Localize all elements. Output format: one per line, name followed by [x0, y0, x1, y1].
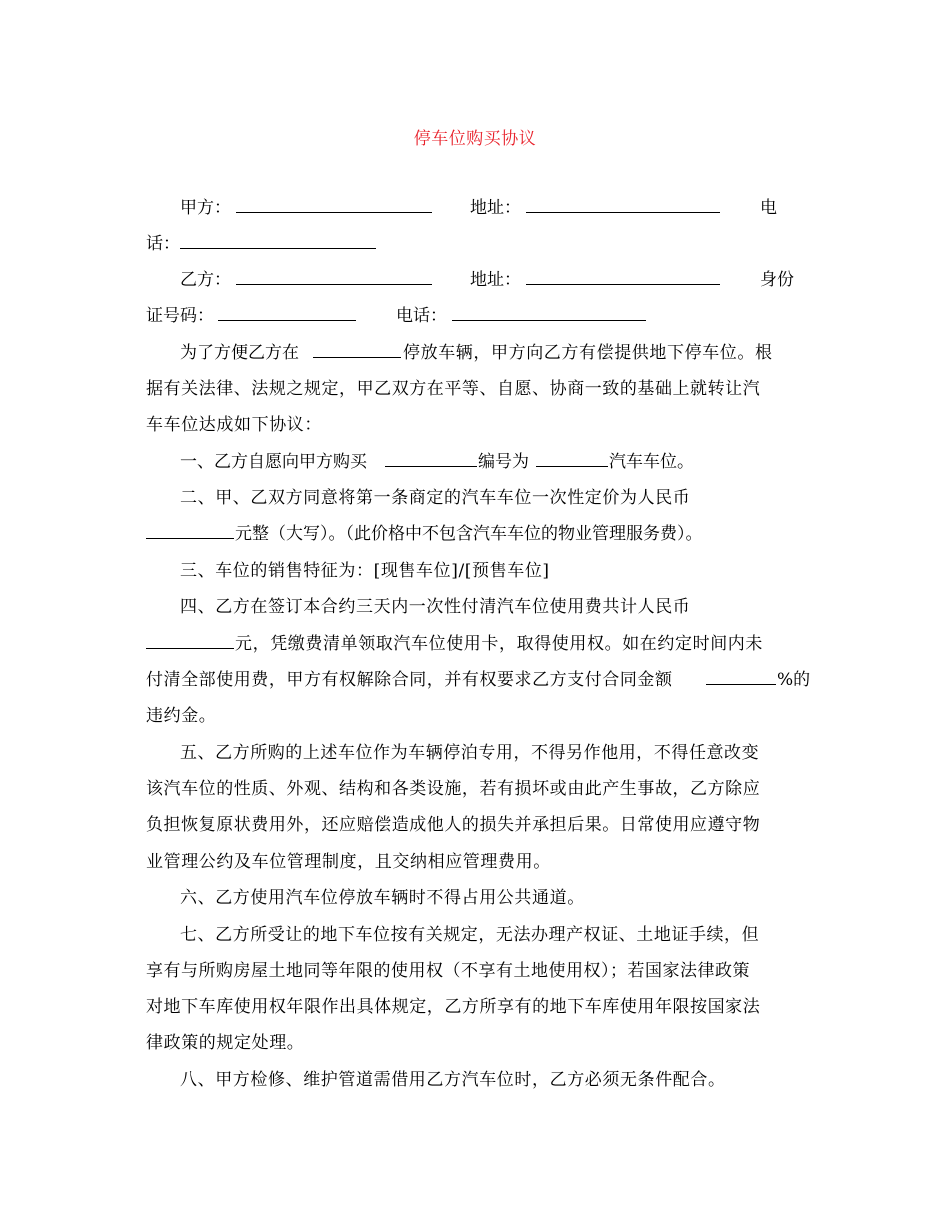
clause4-line3-b: %的: [777, 670, 811, 690]
party-b-id-label-1: 身份: [760, 270, 794, 290]
clause1-part-a: 一、乙方自愿向甲方购买: [180, 452, 367, 472]
party-b-address-label: 地址：: [470, 270, 521, 290]
clause1-part-c: 汽车车位。: [609, 452, 694, 472]
clause3-line1: 三、车位的销售特征为：[现售车位]/[预售车位]: [180, 561, 550, 581]
clause5-line3: 负担恢复原状费用外，还应赔偿造成他人的损失并承担后果。日常使用应遵守物: [146, 815, 761, 835]
clause7-line2: 享有与所购房屋土地同等年限的使用权（不享有土地使用权）；若国家法律政策: [146, 961, 750, 981]
clause2-price-blank: [146, 522, 234, 539]
intro-line1-b: 停放车辆，甲方向乙方有偿提供地下停车位。根: [403, 343, 773, 363]
clause1-location-blank: [385, 450, 477, 467]
clause4-fee-blank: [146, 632, 234, 649]
clause6-line1: 六、乙方使用汽车位停放车辆时不得占用公共通道。: [180, 888, 585, 908]
clause5-line2: 该汽车位的性质、外观、结构和各类设施，若有损坏或由此产生事故，乙方除应: [146, 779, 761, 799]
party-a-address-label: 地址：: [470, 198, 521, 218]
clause2-line1: 二、甲、乙双方同意将第一条商定的汽车车位一次性定价为人民币: [180, 488, 691, 508]
clause4-line3-a: 付清全部使用费，甲方有权解除合同，并有权要求乙方支付合同金额: [146, 670, 673, 690]
clause1-number-blank: [536, 450, 608, 467]
party-b-id-label-2: 证号码：: [146, 306, 214, 326]
clause4-line4: 违约金。: [146, 706, 217, 726]
party-b-name-blank: [236, 268, 432, 285]
party-b-label: 乙方：: [180, 270, 231, 290]
clause7-line3: 对地下车库使用权年限作出具体规定，乙方所享有的地下车库使用年限按国家法: [146, 997, 761, 1017]
clause4-line2: 元，凭缴费清单领取汽车位使用卡，取得使用权。如在约定时间内未: [235, 634, 763, 654]
document-title: 停车位购买协议: [413, 129, 537, 149]
clause8-line1: 八、甲方检修、维护管道需借用乙方汽车位时，乙方必须无条件配合。: [180, 1070, 726, 1090]
clause2-line2: 元整（大写）。（此价格中不包含汽车车位的物业管理服务费）。: [235, 524, 703, 544]
party-a-phone-blank: [180, 232, 376, 249]
clause1-part-b: 编号为: [478, 452, 529, 472]
party-b-address-blank: [526, 268, 720, 285]
party-b-phone-blank: [452, 304, 646, 321]
party-a-phone-label-1: 电: [760, 198, 777, 218]
party-a-phone-label-2: 话：: [146, 234, 180, 254]
clause5-line4: 业管理公约及车位管理制度，且交纳相应管理费用。: [146, 852, 551, 872]
clause7-line4: 律政策的规定处理。: [146, 1033, 305, 1053]
clause5-line1: 五、乙方所购的上述车位作为车辆停泊专用，不得另作他用，不得任意改变: [180, 743, 760, 763]
party-a-address-blank: [526, 196, 720, 213]
intro-location-blank: [313, 341, 401, 358]
clause4-line1: 四、乙方在签订本合约三天内一次性付清汽车位使用费共计人民币: [180, 597, 691, 617]
party-b-phone-label: 电话：: [396, 306, 447, 326]
party-b-id-blank: [218, 304, 356, 321]
intro-line1-a: 为了方便乙方在: [180, 343, 299, 363]
party-a-label: 甲方：: [180, 198, 231, 218]
intro-line3: 车车位达成如下协议：: [146, 415, 322, 435]
intro-line2: 据有关法律、法规之规定，甲乙双方在平等、自愿、协商一致的基础上就转让汽: [146, 379, 761, 399]
party-a-name-blank: [236, 196, 432, 213]
clause7-line1: 七、乙方所受让的地下车位按有关规定，无法办理产权证、土地证手续，但: [180, 925, 760, 945]
clause4-percent-blank: [706, 668, 776, 685]
